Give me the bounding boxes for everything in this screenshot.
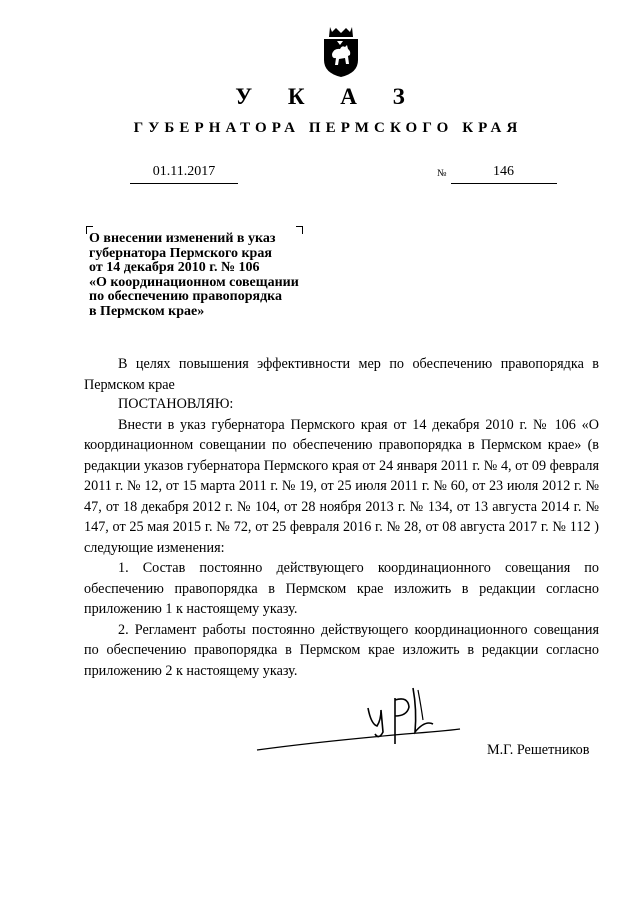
- decree-number-field: [451, 163, 557, 184]
- decree-number: 146: [493, 164, 514, 179]
- subject-line: в Пермском крае»: [89, 303, 205, 319]
- subject-line: по обеспечению правопорядка: [89, 289, 283, 304]
- document-title: У К А З: [235, 84, 420, 109]
- subject-line: губернатора Пермского края: [89, 245, 272, 261]
- subject-line: «О координационном совещании: [89, 274, 299, 290]
- preamble-paragraph: В целях повышения эффективности мер по обеспечению правопорядка в Пермском крае: [84, 356, 599, 393]
- handwritten-signature: [255, 680, 465, 760]
- item-1-paragraph: 1. Состав постоянно действующего координационного совещания по обеспечению правопорядка в Пермском крае изложить в редакции согласно приложению 1 к настоящему указу.: [84, 560, 599, 617]
- decree-body: [84, 354, 599, 681]
- intro-paragraph: Внести в указ губернатора Пермского края от 14 декабря 2010 г. № 106 «О координационном совещании по обеспечению правопорядка в Пермском крае» (в редакции указов губернатора Пермского края от 24 января 2011 г. № 4, от 09 февраля 2011 г. № 12, от 15 марта 2011 г. № 19, от 25 июля 2011 г. № 60, от 23 июля 2012 г. № 47, от 18 декабря 2012 г. № 104, от 28 ноября 2013 г. № 134, от 13 августа 2014 г. № 147, от 25 мая 2015 г. № 72, от 25 февраля 2016 г. № 28, от 08 августа 2017 г. № 112 ) следующие изменения:: [84, 416, 599, 556]
- document-subtitle: ГУБЕРНАТОРА ПЕРМСКОГО КРАЯ: [133, 120, 523, 136]
- decree-date: 01.11.2017: [130, 163, 238, 184]
- item-2-paragraph: 2. Регламент работы постоянно действующего координационного совещания по обеспечению правопорядка в Пермском крае изложить в редакции согласно приложению 2 к настоящему указу.: [84, 621, 599, 679]
- decree-word: ПОСТАНОВЛЯЮ:: [118, 396, 234, 412]
- number-label: №: [437, 168, 447, 179]
- subject-line: от 14 декабря 2010 г. № 106: [89, 260, 260, 275]
- signer-name: М.Г. Решетников: [487, 742, 590, 758]
- subject-line: О внесении изменений в указ: [89, 231, 276, 246]
- coat-of-arms-icon: [318, 22, 364, 78]
- decree-subject: [89, 232, 329, 319]
